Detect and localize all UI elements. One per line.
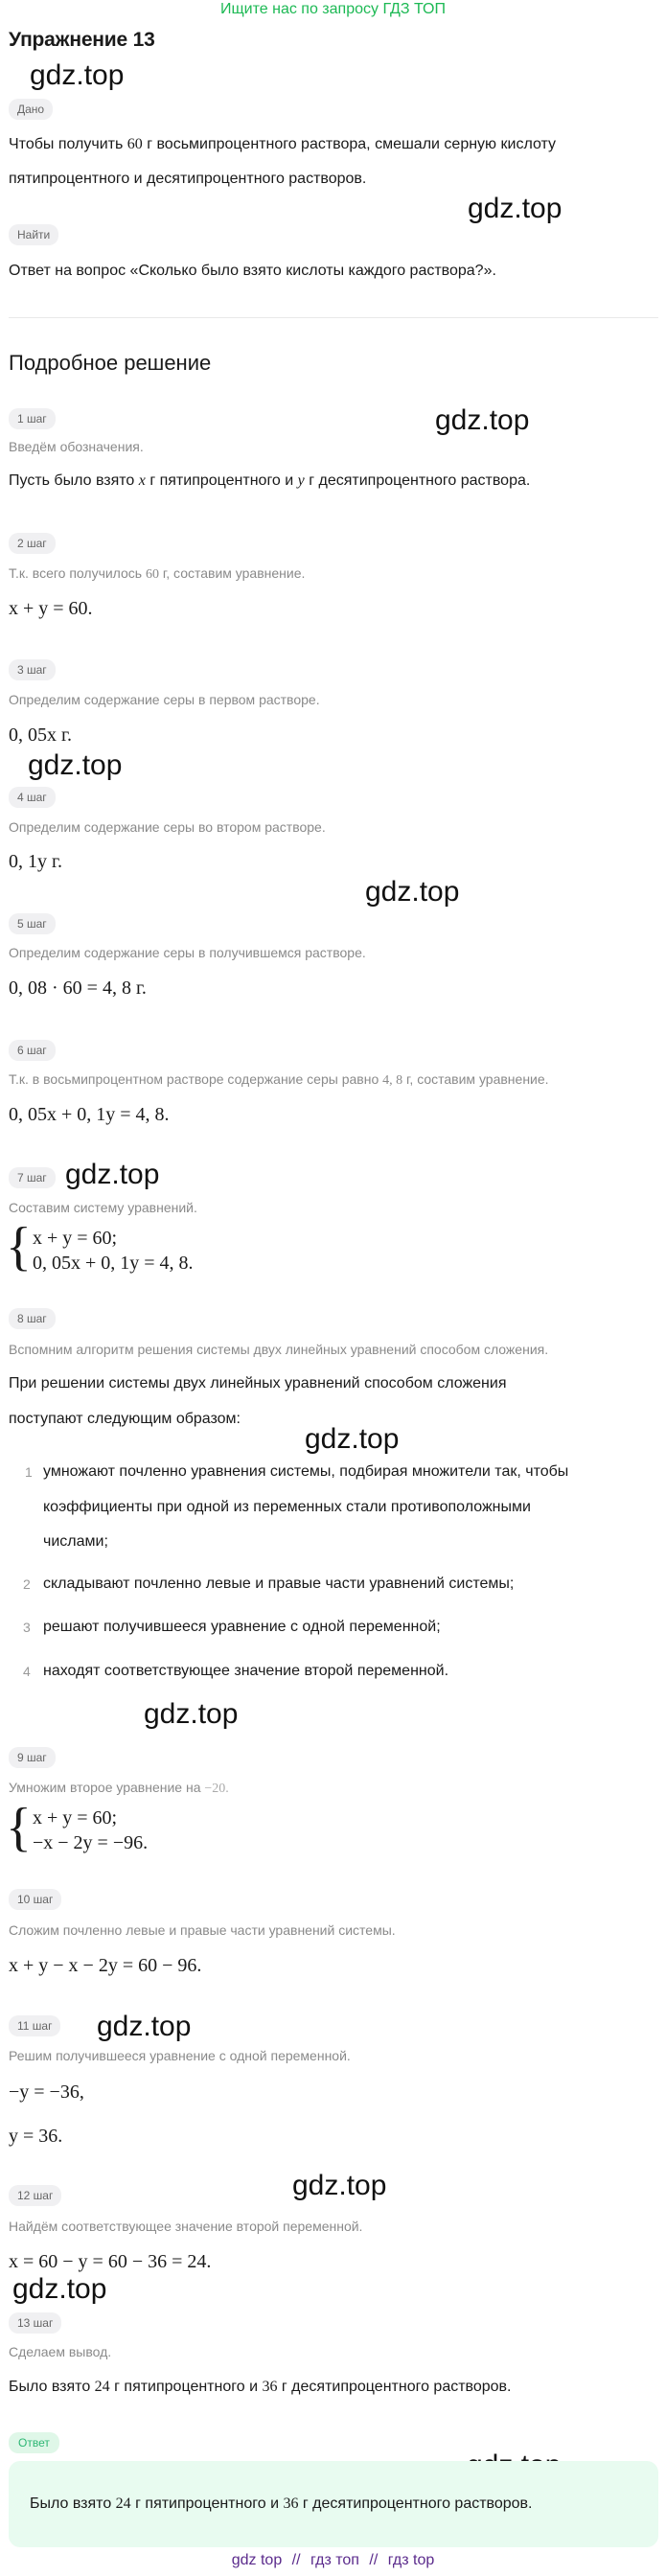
step-note: Найдём соответствующее значение второй переменной. [9,2219,363,2234]
watermark: gdz.top [144,1698,239,1730]
step-note: Определим содержание серы в получившемся растворе. [9,945,366,960]
equation: 0, 08 · 60 = 4, 8 г. [9,978,147,999]
given-line-1: Чтобы получить 60 г восьмипроцентного раствора, смешали серную кислоту [9,136,557,152]
list-item: умножают почленно уравнения системы, подбирая множители так, чтобы [43,1463,569,1480]
step-badge: 10 шаг [9,1889,61,1910]
step-badge: 13 шаг [9,2312,61,2334]
step-badge: 7 шаг [9,1167,56,1188]
system-brace: { [6,1798,32,1857]
step-note: Введём обозначения. [9,439,144,454]
answer-text: Было взято 24 г пятипроцентного и 36 г десятипроцентного растворов. [30,2496,533,2512]
step-badge: 11 шаг [9,2015,60,2036]
watermark: gdz.top [435,404,530,436]
watermark: gdz.top [12,2273,107,2305]
step-text: Было взято 24 г пятипроцентного и 36 г десятипроцентного растворов. [9,2379,512,2395]
watermark: gdz.top [365,876,460,908]
watermark: gdz.top [28,749,123,781]
find-label: Найти [9,224,58,245]
divider [9,317,658,318]
equation: 0, 1y г. [9,851,62,872]
step-badge: 9 шаг [9,1747,56,1768]
list-item: коэффициенты при одной из переменных стали противоположными [43,1499,531,1515]
equation: 0, 05x г. [9,724,72,746]
footer-link-gdz-top-mixed[interactable]: гдз top [387,2552,435,2568]
step-badge: 5 шаг [9,913,56,934]
step-text: При решении системы двух линейных уравнений способом сложения [9,1375,507,1392]
list-number: 3 [23,1620,31,1635]
step-badge: 8 шаг [9,1308,56,1329]
given-line-2: пятипроцентного и десятипроцентного растворов. [9,171,367,187]
list-item: решают получившееся уравнение с одной переменной; [43,1619,441,1635]
step-note: Составим систему уравнений. [9,1200,197,1215]
equation: 0, 05x + 0, 1y = 4, 8. [33,1253,194,1274]
step-note: Определим содержание серы во втором растворе. [9,819,326,835]
step-note: Т.к. в восьмипроцентном растворе содержание серы равно 4, 8 г, составим уравнение. [9,1071,549,1088]
step-text: Пусть было взято x г пятипроцентного и y г десятипроцентного раствора. [9,472,531,489]
step-note: Умножим второе уравнение на −20. [9,1780,229,1796]
step-text: поступают следующим образом: [9,1411,241,1427]
list-number: 1 [25,1464,33,1480]
step-badge: 12 шаг [9,2185,61,2206]
footer-link-gdz-top[interactable]: gdz top [231,2552,283,2568]
watermark: gdz.top [30,59,125,91]
list-item: числами; [43,1533,108,1550]
step-badge: 2 шаг [9,533,56,554]
solution-title: Подробное решение [9,351,212,375]
watermark: gdz.top [97,2011,192,2042]
step-note: Сделаем вывод. [9,2344,112,2359]
equation: x + y = 60; [33,1228,118,1249]
footer-link-gdz-top-ru[interactable]: гдз топ [310,2552,359,2568]
equation: x + y − x − 2y = 60 − 96. [9,1955,202,1976]
equation: 0, 05x + 0, 1y = 4, 8. [9,1104,170,1125]
exercise-title: Упражнение 13 [9,29,155,51]
list-item: складывают почленно левые и правые части уравнений системы; [43,1576,515,1592]
equation: y = 36. [9,2126,63,2147]
equation: x = 60 − y = 60 − 36 = 24. [9,2251,212,2272]
step-badge: 3 шаг [9,659,56,680]
watermark: gdz.top [305,1423,400,1455]
step-note: Решим получившееся уравнение с одной переменной. [9,2048,351,2063]
step-note: Сложим почленно левые и правые части уравнений системы. [9,1922,396,1938]
list-number: 4 [23,1664,31,1679]
step-badge: 6 шаг [9,1040,56,1061]
given-label: Дано [9,99,53,120]
equation: x + y = 60. [9,598,93,619]
equation: −y = −36, [9,2082,84,2103]
watermark: gdz.top [65,1159,160,1190]
footer-separator: // [291,2552,301,2568]
answer-label: Ответ [9,2432,59,2453]
step-note: Т.к. всего получилось 60 г, составим уравнение. [9,565,306,582]
equation: −x − 2y = −96. [33,1832,149,1853]
watermark: gdz.top [468,193,563,224]
top-banner[interactable]: Ищите нас по запросу ГДЗ ТОП [220,1,446,17]
step-badge: 1 шаг [9,408,56,429]
system-brace: { [6,1217,32,1276]
list-item: находят соответствующее значение второй переменной. [43,1663,449,1679]
step-badge: 4 шаг [9,787,56,808]
equation: x + y = 60; [33,1807,118,1828]
step-note: Вспомним алгоритм решения системы двух линейных уравнений способом сложения. [9,1342,549,1357]
find-text: Ответ на вопрос «Сколько было взято кислоты каждого раствора?». [9,263,496,279]
list-number: 2 [23,1576,31,1592]
footer-links [0,2552,666,2569]
footer-separator: // [369,2552,379,2568]
watermark: gdz.top [292,2170,387,2201]
step-note: Определим содержание серы в первом растворе. [9,692,320,707]
